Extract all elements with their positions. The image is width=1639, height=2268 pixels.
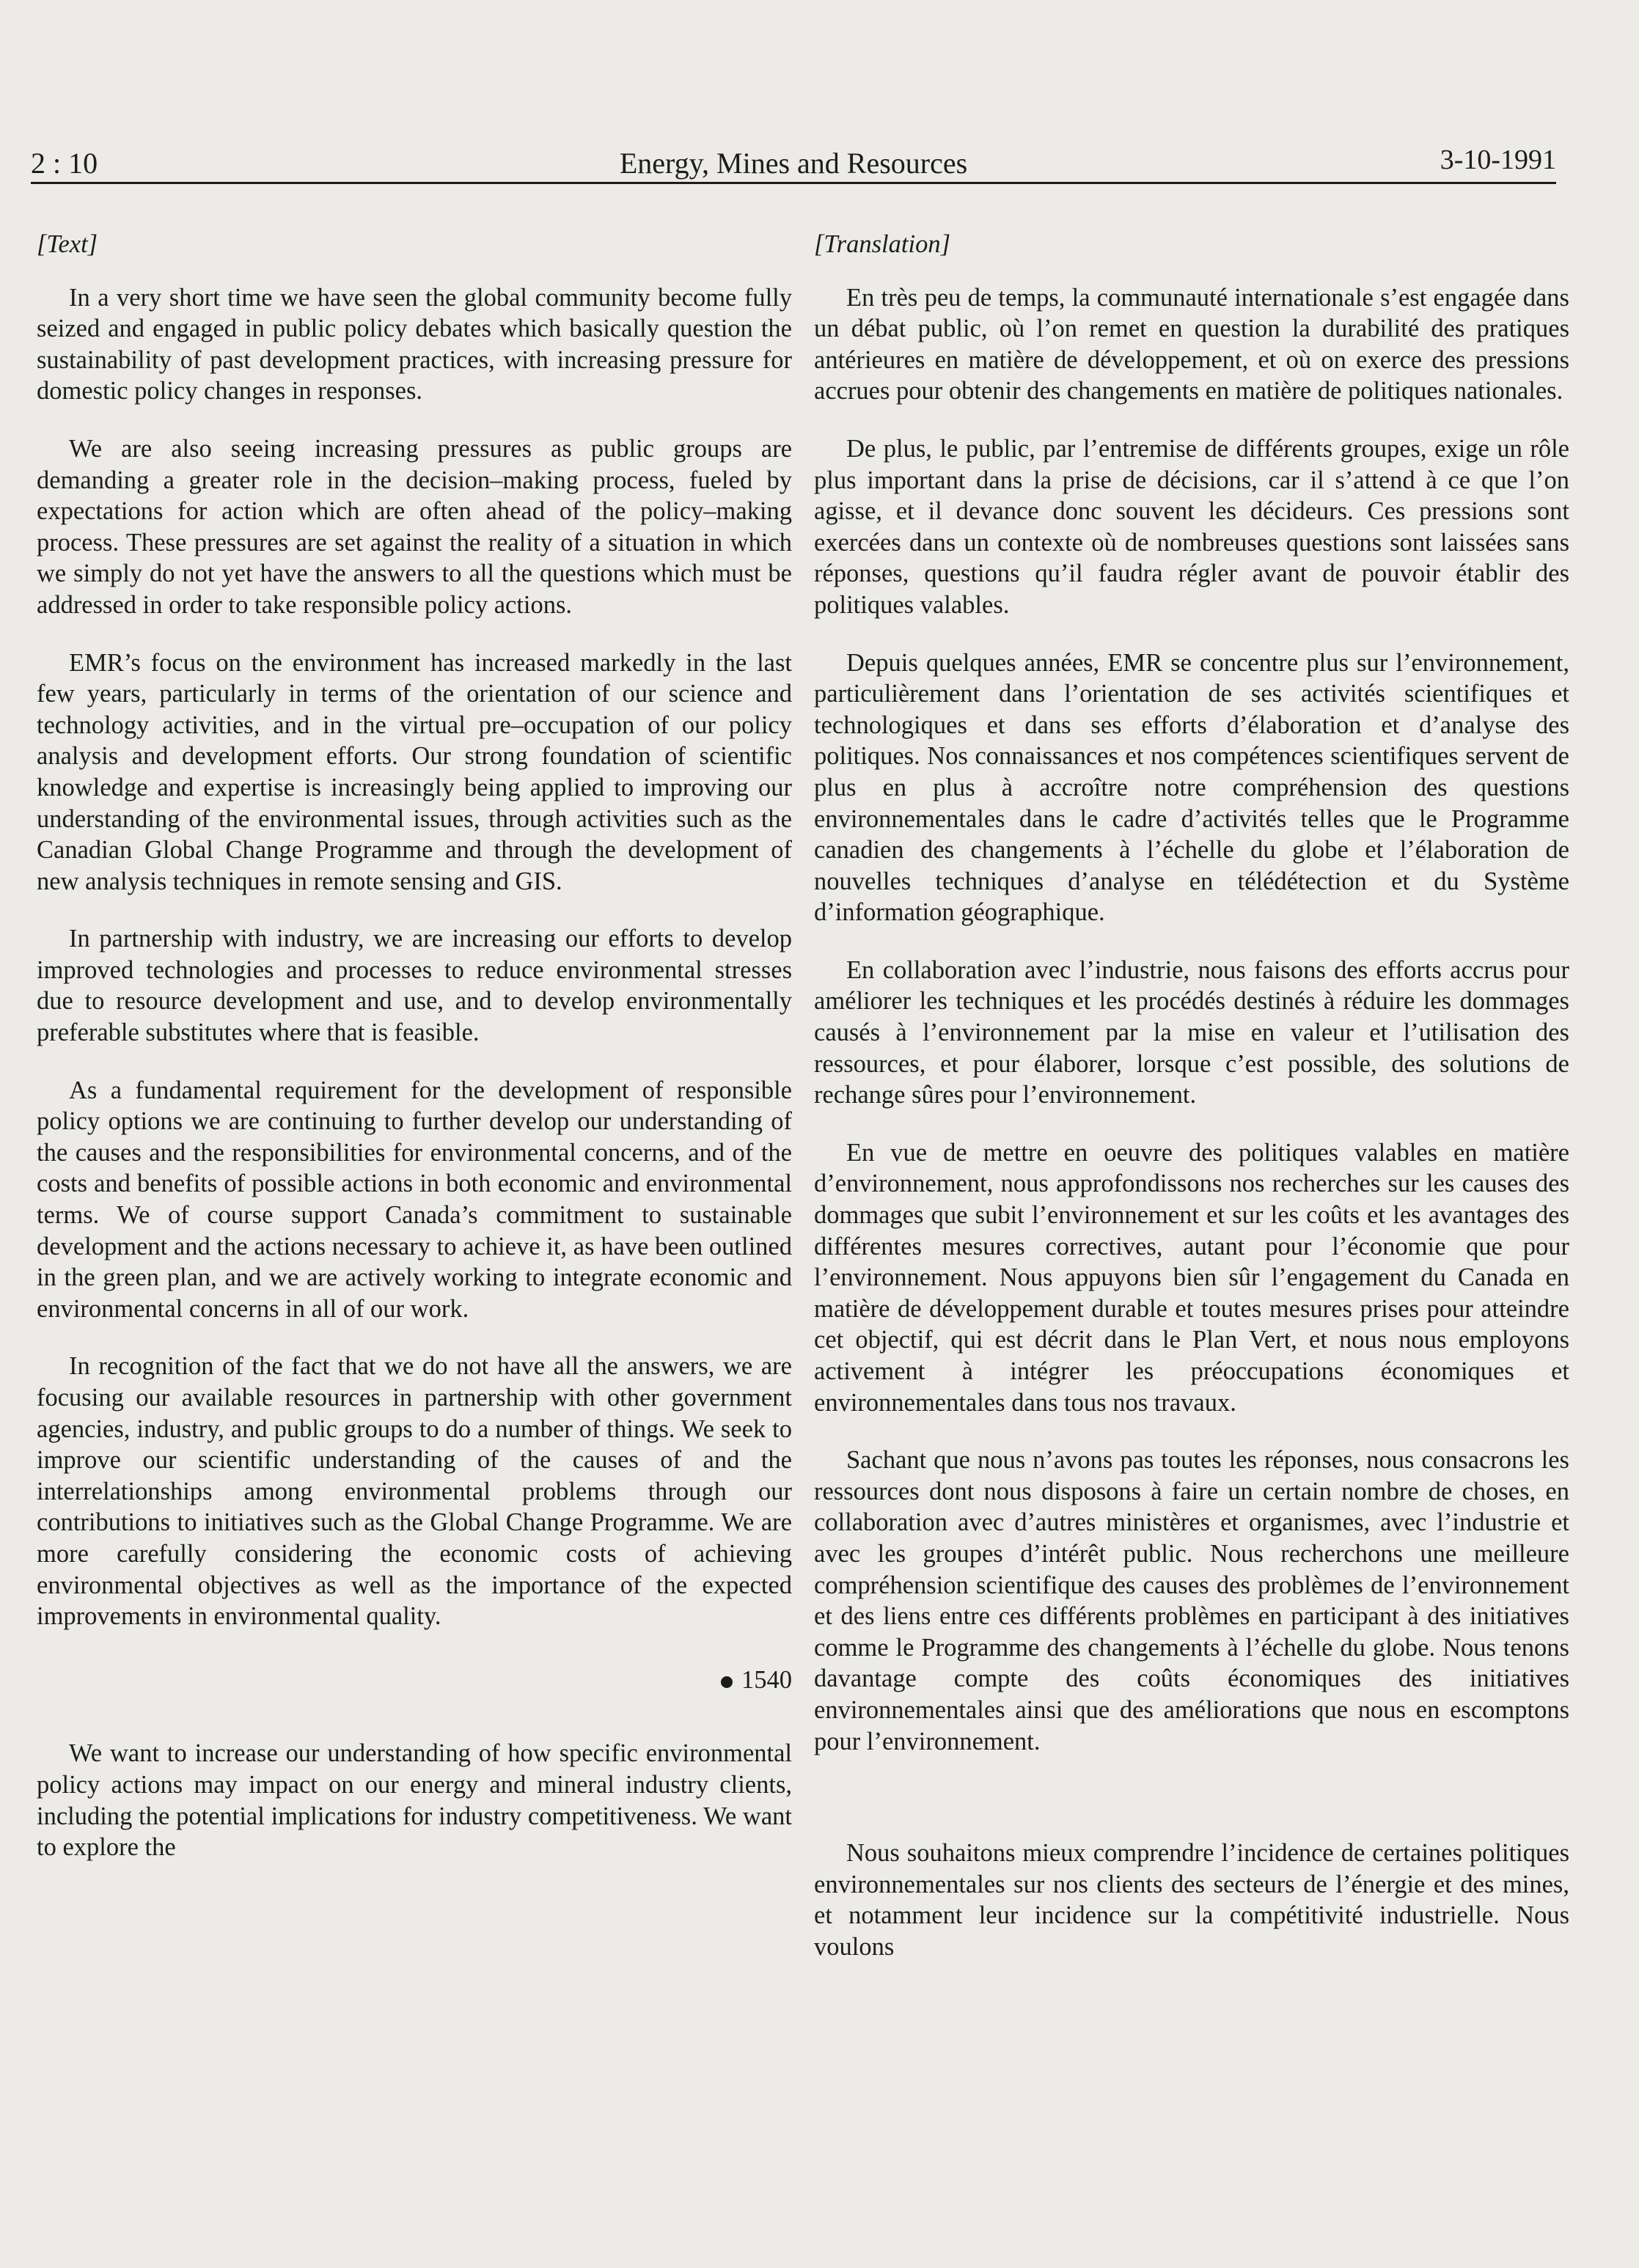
- paragraph: As a fundamental requirement for the development of responsible policy options we are continuing to further develop our understanding of the causes and the responsibilities for environmental concerns, and of the costs and benefits of possible actions in both economic and environmental terms. We of course support Canada’s commitment to sustainable development and the actions necessary to achieve it, as have been outlined in the green plan, and we are actively working to integrate economic and environmental concerns in all of our work.: [37, 1076, 792, 1323]
- english-column: [37, 229, 792, 1890]
- paragraph: In partnership with industry, we are increasing our efforts to develop improved technologies and processes to reduce environmental stresses due to resource development and use, and to develop environmentally preferable substitutes where that is feasible.: [37, 925, 792, 1047]
- paragraph: En vue de mettre en oeuvre des politiques valables en matière d’environnement, nous approfondissons nos recherches sur les causes des dommages que subit l’environnement et sur les coûts et les avantages des différentes mesures correctives, autant pour l’économie que pour l’environnement. Nous appuyons bien sûr l’engagement du Canada en matière de développement durable et toutes mesures prises pour atteindre cet objectif, qui est décrit dans le Plan Vert, et nous nous employons activement à intégrer les préoccupations économiques et environnementales dans tous nos travaux.: [814, 1138, 1569, 1417]
- bullet-icon: [721, 1676, 733, 1688]
- paragraph: En collaboration avec l’industrie, nous faisons des efforts accrus pour améliorer les techniques et les procédés destinés à réduire les dommages causés à l’environnement par la mise en valeur et l’utilisation des ressources, et pour élaborer, lorsque c’est possible, des solutions de rechange sûres pour l’environnement.: [814, 955, 1569, 1109]
- time-marker: [37, 1665, 792, 1696]
- paragraph: We are also seeing increasing pressures as public groups are demanding a greater role in the decision–making process, fueled by expectations for action which are often ahead of the policy–making process. These pressures are set against the reality of a situation in which we simply do not yet have the answers to all the questions which must be addressed in order to take responsible policy actions.: [37, 434, 792, 619]
- page-header: [31, 133, 1556, 185]
- header-rule: [31, 182, 1556, 184]
- page-number: 2 : 10: [31, 147, 98, 180]
- time-marker-label: 1540: [741, 1665, 792, 1694]
- running-title: Energy, Mines and Resources: [619, 147, 968, 180]
- text-tag: [Text]: [37, 230, 98, 258]
- paragraph: In a very short time we have seen the global community become fully seized and engaged in public policy debates which basically question the sustainability of past development practices, with increasing pressure for domestic policy changes in responses.: [37, 283, 792, 405]
- translation-tag: [Translation]: [814, 230, 950, 258]
- paragraph: Sachant que nous n’avons pas toutes les réponses, nous consacrons les ressources dont nous disposons à faire un certain nombre de choses, en collaboration avec d’autres ministères et organismes, avec l’industrie et avec les groupes d’intérêt public. Nous recherchons une meilleure compréhension scientifique des causes des problèmes de l’environnement et des liens entre ces différents problèmes en participant à des initiatives comme le Programme des changements à l’échelle du globe. Nous tenons davantage compte des coûts économiques des initiatives environnementales ainsi que des améliorations que nous en escomptons pour l’environnement.: [814, 1446, 1569, 1755]
- paragraph: En très peu de temps, la communauté internationale s’est engagée dans un débat public, où l’on remet en question la durabilité des pratiques antérieures en matière de développement, et où on exerce des pressions accrues pour obtenir des changements en matière de politiques nationales.: [814, 283, 1569, 405]
- paragraph: Nous souhaitons mieux comprendre l’incidence de certaines politiques environnementales sur nos clients des secteurs de l’énergie et des mines, et notamment leur incidence sur la compétitivité industrielle. Nous voulons: [814, 1839, 1569, 1961]
- paragraph: Depuis quelques années, EMR se concentre plus sur l’environnement, particulièrement dans l’orientation de ses activités scientifiques et technologiques et dans ses efforts d’élaboration et d’analyse des politiques. Nos connaissances et nos compétences scientifiques servent de plus en plus à accroître notre compréhension des questions environnementales dans le cadre d’activités telles que le Programme canadien des changements à l’échelle du globe et l’élaboration de nouvelles techniques d’analyse en télédétection et du Système d’information géographique.: [814, 648, 1569, 927]
- french-column: [814, 229, 1569, 1989]
- paragraph: In recognition of the fact that we do not have all the answers, we are focusing our available resources in partnership with other government agencies, industry, and public groups to do a number of things. We seek to improve our scientific understanding of the causes of and the interrelationships among environmental problems through our contributions to initiatives such as the Global Change Programme. We are more carefully considering the economic costs of achieving environmental objectives as well as the importance of the expected improvements in environmental quality.: [37, 1352, 792, 1631]
- header-date: 3-10-1991: [1440, 144, 1556, 175]
- paragraph: EMR’s focus on the environment has increased markedly in the last few years, particularly in terms of the orientation of our science and technology activities, and in the virtual pre–occupation of our policy analysis and development efforts. Our strong foundation of scientific knowledge and expertise is increasingly being applied to improving our understanding of the environmental issues, through activities such as the Canadian Global Change Programme and through the development of new analysis techniques in remote sensing and GIS.: [37, 648, 792, 895]
- paragraph: De plus, le public, par l’entremise de différents groupes, exige un rôle plus important dans la prise de décisions, car il s’attend à ce que l’on agisse, et il devance donc souvent les décideurs. Ces pressions sont exercées dans un contexte où de nombreuses questions sont laissées sans réponses, questions qu’il faudra régler avant de pouvoir établir des politiques valables.: [814, 434, 1569, 619]
- paragraph: We want to increase our understanding of how specific environmental policy actions may impact on our energy and mineral industry clients, including the potential implications for industry competitiveness. We want to explore the: [37, 1739, 792, 1862]
